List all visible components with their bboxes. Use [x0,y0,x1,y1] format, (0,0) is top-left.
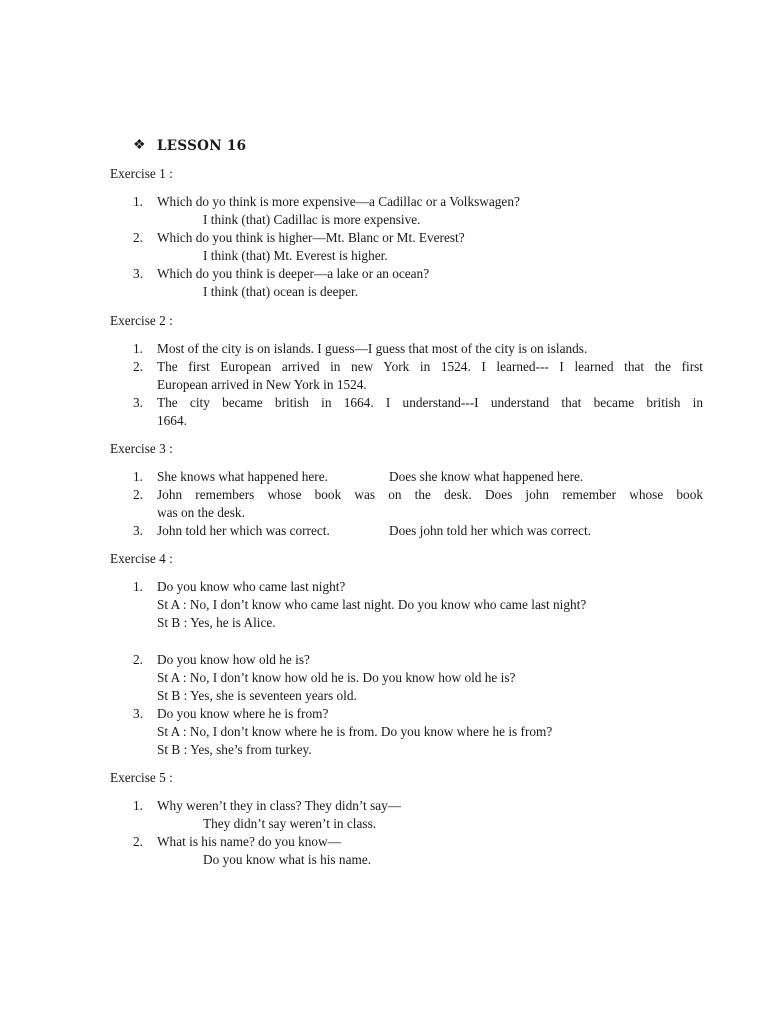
list-number: 2. [133,487,143,502]
exercise-1-answer-1: I think (that) Cadillac is more expensive. [203,212,421,227]
exercise-2-item-3-line-1: The city became british in 1664. I understand---I understand that became british in [157,395,703,410]
list-number: 2. [133,359,143,374]
list-number: 3. [133,395,143,410]
exercise-3-question-3: Does john told her which was correct. [389,523,591,538]
list-number: 2. [133,652,143,667]
list-number: 1. [133,469,143,484]
exercise-1-answer-2: I think (that) Mt. Everest is higher. [203,248,388,263]
list-number: 3. [133,706,143,721]
exercise-4-question-1: Do you know who came last night? [157,579,346,594]
list-number: 1. [133,798,143,813]
exercise-2-item-3-line-2: 1664. [157,413,187,428]
exercise-4-title: Exercise 4 : [110,551,173,566]
exercise-4-student-b-2: St B : Yes, she is seventeen years old. [157,688,357,703]
exercise-1-question-2: Which do you think is higher—Mt. Blanc or Mt. Everest? [157,230,465,245]
exercise-3-statement-1: She knows what happened here. [157,469,328,484]
list-number: 1. [133,341,143,356]
list-number: 1. [133,194,143,209]
exercise-2-title: Exercise 2 : [110,313,173,328]
diamond-bullet-icon: ❖ [133,138,146,153]
exercise-3-item-2-line-2: was on the desk. [157,505,245,520]
exercise-5-question-2: What is his name? do you know— [157,834,341,849]
exercise-5-answer-1: They didn’t say weren’t in class. [203,816,377,831]
exercise-1-answer-3: I think (that) ocean is deeper. [203,284,359,299]
exercise-1-question-1: Which do yo think is more expensive—a Cadillac or a Volkswagen? [157,194,520,209]
exercise-4-student-a-2: St A : No, I don’t know how old he is. Do you know how old he is? [157,670,516,685]
exercise-5-title: Exercise 5 : [110,770,173,785]
exercise-3-title: Exercise 3 : [110,441,173,456]
exercise-2-item-1: Most of the city is on islands. I guess—I guess that most of the city is on islands. [157,341,588,356]
exercise-4-student-b-1: St B : Yes, he is Alice. [157,615,276,630]
exercise-3-question-1: Does she know what happened here. [389,469,584,484]
list-number: 3. [133,523,143,538]
lesson-title: LESSON 16 [157,138,247,154]
list-number: 3. [133,266,143,281]
exercise-4-question-3: Do you know where he is from? [157,706,329,721]
exercise-2-item-2-line-2: European arrived in New York in 1524. [157,377,367,392]
list-number: 2. [133,230,143,245]
exercise-5-question-1: Why weren’t they in class? They didn’t say— [157,798,402,813]
exercise-1-title: Exercise 1 : [110,166,173,181]
exercise-4-student-b-3: St B : Yes, she’s from turkey. [157,742,312,757]
exercise-4-student-a-1: St A : No, I don’t know who came last night. Do you know who came last night? [157,597,587,612]
exercise-1-question-3: Which do you think is deeper—a lake or an ocean? [157,266,430,281]
exercise-5-answer-2: Do you know what is his name. [203,852,372,867]
exercise-4-question-2: Do you know how old he is? [157,652,310,667]
exercise-3-item-2-line-1: John remembers whose book was on the desk. Does john remember whose book [157,487,703,502]
list-number: 2. [133,834,143,849]
list-number: 1. [133,579,143,594]
exercise-3-statement-3: John told her which was correct. [157,523,330,538]
exercise-4-student-a-3: St A : No, I don’t know where he is from. Do you know where he is from? [157,724,553,739]
exercise-2-item-2-line-1: The first European arrived in new York in 1524. I learned--- I learned that the first [157,359,703,374]
